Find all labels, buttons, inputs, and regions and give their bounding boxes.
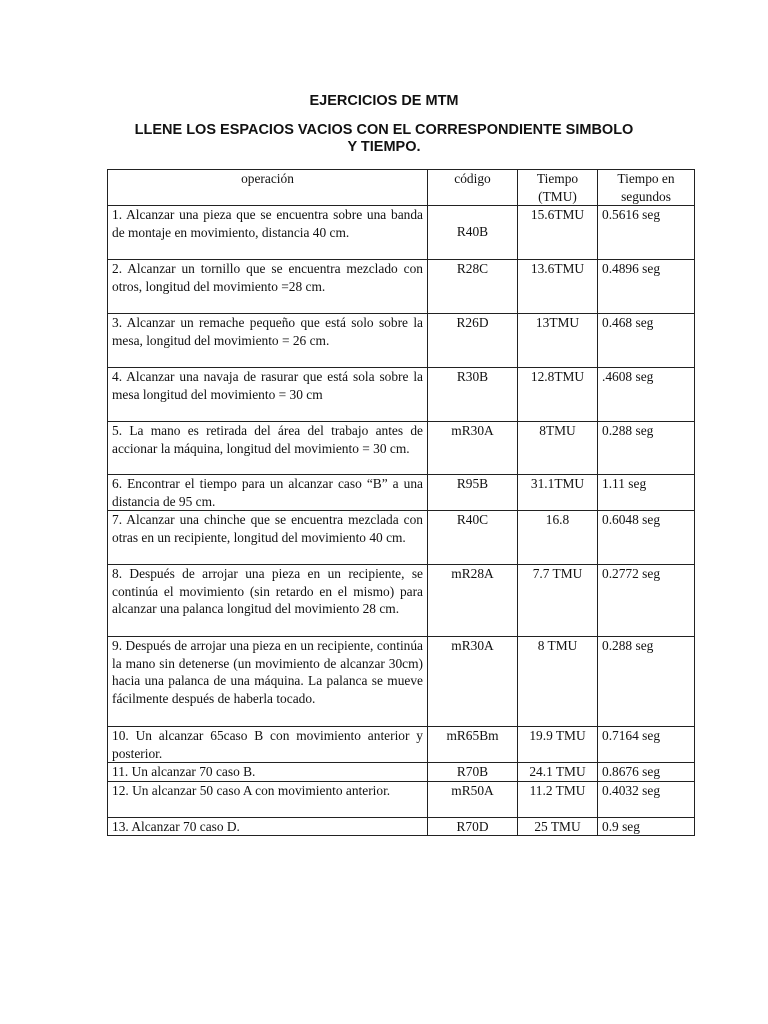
table-row [108, 763, 695, 782]
time-tmu-cell: 7.7 TMU [518, 565, 598, 637]
instruction-text [110, 122, 658, 156]
operation-cell: 10. Un alcanzar 65caso B con movimiento anterior y posterior. [108, 727, 428, 763]
operation-cell: 1. Alcanzar una pieza que se encuentra sobre una banda de montaje en movimiento, distancia 40 cm. [108, 206, 428, 260]
time-tmu-cell: 13.6TMU [518, 260, 598, 314]
code-cell: mR30A [428, 422, 518, 475]
operation-cell: 7. Alcanzar una chinche que se encuentra mezclada con otras en un recipiente, longitud del movimiento 40 cm. [108, 511, 428, 565]
time-tmu-cell: 24.1 TMU [518, 763, 598, 782]
instruction-line-1: LLENE LOS ESPACIOS VACIOS CON EL CORRESPONDIENTE SIMBOLO [134, 122, 634, 138]
time-tmu-cell: 31.1TMU [518, 475, 598, 511]
code-cell: R40B [428, 206, 518, 260]
mtm-exercise-table [107, 169, 695, 836]
time-seconds-cell: 0.288 seg [598, 637, 695, 727]
time-seconds-cell: 0.7164 seg [598, 727, 695, 763]
code-cell: mR50A [428, 781, 518, 817]
code-cell: R28C [428, 260, 518, 314]
table-row [108, 781, 695, 817]
operation-cell: 11. Un alcanzar 70 caso B. [108, 763, 428, 782]
table-row [108, 368, 695, 422]
header-operation [108, 170, 428, 206]
operation-cell: 3. Alcanzar un remache pequeño que está solo sobre la mesa, longitud del movimiento = 26 cm. [108, 314, 428, 368]
time-seconds-cell: 0.8676 seg [598, 763, 695, 782]
code-cell: mR28A [428, 565, 518, 637]
operation-cell: 13. Alcanzar 70 caso D. [108, 817, 428, 836]
header-code-label: código [454, 171, 491, 186]
time-seconds-cell: 0.288 seg [598, 422, 695, 475]
code-cell: R95B [428, 475, 518, 511]
table-body [108, 206, 695, 836]
operation-cell: 9. Después de arrojar una pieza en un recipiente, continúa la mano sin detenerse (un movimiento de alcanzar 30cm) hacia una palanca de una máquina. La palanca se mueve fácilmente después de haberla tocado. [108, 637, 428, 727]
time-seconds-cell: 0.2772 seg [598, 565, 695, 637]
time-tmu-cell: 16.8 [518, 511, 598, 565]
time-tmu-cell: 13TMU [518, 314, 598, 368]
document-title: EJERCICIOS DE MTM [309, 93, 459, 109]
time-seconds-cell: 1.11 seg [598, 475, 695, 511]
header-operation-label: operación [241, 171, 294, 186]
table-header-row [108, 170, 695, 206]
header-time-tmu [518, 170, 598, 206]
table-row [108, 727, 695, 763]
time-seconds-cell: 0.4896 seg [598, 260, 695, 314]
code-cell: mR30A [428, 637, 518, 727]
code-cell: R70B [428, 763, 518, 782]
table-row [108, 260, 695, 314]
operation-cell: 12. Un alcanzar 50 caso A con movimiento anterior. [108, 781, 428, 817]
time-tmu-cell: 19.9 TMU [518, 727, 598, 763]
time-seconds-cell: 0.468 seg [598, 314, 695, 368]
instruction-line-2: Y TIEMPO. [347, 139, 421, 155]
table-row [108, 511, 695, 565]
code-cell: R70D [428, 817, 518, 836]
time-tmu-cell: 11.2 TMU [518, 781, 598, 817]
code-cell: mR65Bm [428, 727, 518, 763]
operation-cell: 8. Después de arrojar una pieza en un recipiente, se continúa el movimiento (sin retardo en el mismo) para alcanzar una palanca longitud del movimiento 28 cm. [108, 565, 428, 637]
header-time-seconds-line-2: segundos [621, 188, 671, 204]
table-row [108, 637, 695, 727]
time-tmu-cell: 8 TMU [518, 637, 598, 727]
time-seconds-cell: 0.5616 seg [598, 206, 695, 260]
time-seconds-cell: 0.6048 seg [598, 511, 695, 565]
time-tmu-cell: 15.6TMU [518, 206, 598, 260]
operation-cell: 2. Alcanzar un tornillo que se encuentra mezclado con otros, longitud del movimiento =28 cm. [108, 260, 428, 314]
table-row [108, 475, 695, 511]
operation-cell: 6. Encontrar el tiempo para un alcanzar caso “B” a una distancia de 95 cm. [108, 475, 428, 511]
header-time-seconds-line-1: Tiempo en [617, 171, 675, 186]
header-code [428, 170, 518, 206]
time-seconds-cell: 0.4032 seg [598, 781, 695, 817]
operation-cell: 4. Alcanzar una navaja de rasurar que está sola sobre la mesa longitud del movimiento = 30 cm [108, 368, 428, 422]
header-time-tmu-line-2: (TMU) [538, 188, 577, 204]
time-seconds-cell: .4608 seg [598, 368, 695, 422]
time-tmu-cell: 25 TMU [518, 817, 598, 836]
header-time-tmu-line-1: Tiempo [536, 171, 579, 186]
table-row [108, 565, 695, 637]
time-tmu-cell: 8TMU [518, 422, 598, 475]
table-row [108, 817, 695, 836]
code-cell: R26D [428, 314, 518, 368]
operation-cell: 5. La mano es retirada del área del trabajo antes de accionar la máquina, longitud del movimiento = 30 cm. [108, 422, 428, 475]
code-cell: R40C [428, 511, 518, 565]
header-time-seconds [598, 170, 695, 206]
table-row [108, 206, 695, 260]
table-row [108, 422, 695, 475]
time-seconds-cell: 0.9 seg [598, 817, 695, 836]
time-tmu-cell: 12.8TMU [518, 368, 598, 422]
table-row [108, 314, 695, 368]
code-cell: R30B [428, 368, 518, 422]
